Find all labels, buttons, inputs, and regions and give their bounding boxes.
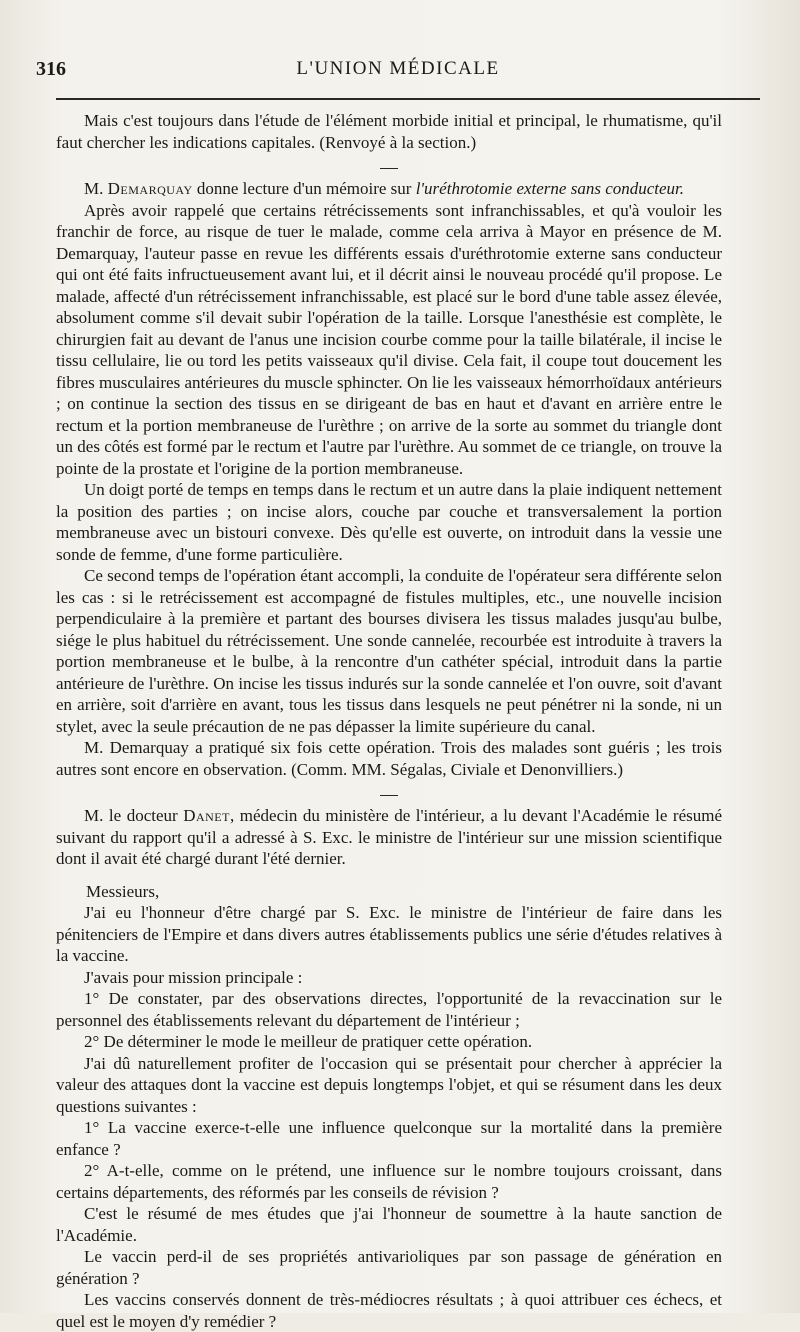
intro-text: donne lecture d'un mémoire sur — [192, 179, 416, 198]
running-title: L'UNION MÉDICALE — [296, 58, 500, 79]
paragraph: Après avoir rappelé que certains rétrécissements sont infranchissables, et qu'à vouloir les franchir de force, au risque de tuer le malade, comme cela arriva à Mayor en présence de M. Demarquay, l'auteur passe en revue les différents essais d'uréthrotomie externe sans conducteur qui ont été faits infructueusement avant lui, et il décrit ainsi le nouveau procédé qu'il propose. Le malade, affecté d'un rétrécissement infranchissable, est placé sur le bord d'une table assez élevée, absolument comme s'il devait subir l'opération de la taille. Lorsque l'anesthésie est complète, le chirurgien fait au devant de l'anus une incision courbe comme pour la taille bilatérale, il incise le tissu cellulaire, lie ou tord les petits vaisseaux qu'il divise. Cela fait, il coupe tout doucement les fibres musculaires antérieures du muscle sphincter. On lie les vaisseaux hémorrhoïdaux antérieurs ; on continue la section des tissus en se dirigeant de bas en haut et d'avant en arrière entre le rectum et la portion membraneuse de l'urèthre ; on arrive de la sorte au sommet du triangle dont un des côtés est formé par le rectum et l'autre par l'urèthre. Au sommet de ce triangle, on trouve la pointe de la prostate et l'origine de la portion membraneuse. — [56, 200, 722, 478]
paragraph: Ce second temps de l'opération étant accompli, la conduite de l'opérateur sera différente selon les cas : si le retrécissement est accompagné de fistules multiples, etc., une nouvelle incision perpendiculaire à la première et partant des bourses divisera les tissus malades jusqu'au bulbe, siége le plus habituel du rétrécissement. Une sonde cannelée, recourbée est introduite à travers la portion membraneuse et le bulbe, à la rencontre d'un cathéter spécial, introduit dans la partie antérieure de l'urèthre. On incise les tissus indurés sur la sonde cannelée et l'on ouvre, soit d'avant en arrière, soit d'arrière en avant, tous les tissus dans lesquels ne peut pénétrer ni la sonde, ni un stylet, avec la seule précaution de ne pas dépasser la limite supérieure du canal. — [56, 566, 722, 736]
paragraph: J'ai eu l'honneur d'être chargé par S. Exc. le ministre de l'intérieur de faire dans les pénitenciers de l'Empire et dans divers autres établissements publics une série d'études relatives à la vaccine. — [56, 903, 722, 965]
paragraph: 1° De constater, par des observations directes, l'opportunité de la revaccination sur le personnel des établissements relevant du département de l'intérieur ; — [56, 989, 722, 1030]
paragraph: Le vaccin perd-il de ses propriétés antivarioliques par son passage de génération en génération ? — [56, 1247, 722, 1288]
paragraph: Les vaccins conservés donnent de très-médiocres résultats ; à quoi attribuer ces échecs, et quel est le moyen d'y remédier ? — [56, 1290, 722, 1331]
paragraph: C'est le résumé de mes études que j'ai l'honneur de soumettre à la haute sanction de l'Académie. — [56, 1204, 722, 1245]
section-separator — [380, 168, 398, 169]
spacer — [56, 870, 722, 881]
paragraph: 1° La vaccine exerce-t-elle une influence quelconque sur la mortalité dans la première enfance ? — [56, 1118, 722, 1159]
intro-prefix: M. — [84, 179, 104, 198]
document-body — [56, 110, 722, 1332]
author-name: Danet — [183, 806, 230, 825]
intro-text: , médecin du ministère de l'intérieur, a lu devant l'Académie le résumé suivant du rapport qu'il a adressé à S. Exc. le ministre de l'intérieur sur une mission scientifique dont il avait été chargé durant l'été dernier. — [56, 806, 723, 868]
author-name: Demarquay — [107, 179, 193, 198]
paragraph: J'ai dû naturellement profiter de l'occasion qui se présentait pour chercher à apprécier la valeur des attaques dont la vaccine est depuis longtemps l'objet, et qui se résument dans les deux questions suivantes : — [56, 1053, 722, 1116]
page-number: 316 — [36, 58, 66, 80]
intro-prefix: M. le docteur — [84, 806, 184, 825]
paragraph: Mais c'est toujours dans l'étude de l'élément morbide initial et principal, le rhumatisme, qu'il faut chercher les indications capitales. (Renvoyé à la section.) — [56, 111, 722, 152]
salutation: Messieurs, — [86, 881, 160, 901]
section-intro — [56, 178, 722, 200]
paragraph: J'avais pour mission principale : — [84, 967, 303, 987]
paragraph: Un doigt porté de temps en temps dans le rectum et un autre dans la plaie indiquent nettement la position des parties ; on incise alors, couche par couche et transversalement la portion membraneuse avec un bistouri convexe. Dès qu'elle est ouverte, on introduit dans la vessie une sonde de femme, d'une forme particulière. — [56, 480, 722, 564]
header-rule — [56, 98, 760, 100]
paragraph: M. Demarquay a pratiqué six fois cette opération. Trois des malades sont guéris ; les trois autres sont encore en observation. (Comm. MM. Ségalas, Civiale et Denonvilliers.) — [56, 738, 722, 779]
section-intro — [56, 805, 722, 870]
memoir-title: l'uréthrotomie externe sans conducteur. — [415, 179, 685, 198]
section-separator — [380, 795, 398, 796]
paragraph: 2° De déterminer le mode le meilleur de pratiquer cette opération. — [84, 1032, 533, 1051]
paragraph: 2° A-t-elle, comme on le prétend, une influence sur le nombre toujours croissant, dans certains départements, des réformés par les conseils de révision ? — [56, 1161, 722, 1202]
page-header — [36, 58, 760, 90]
